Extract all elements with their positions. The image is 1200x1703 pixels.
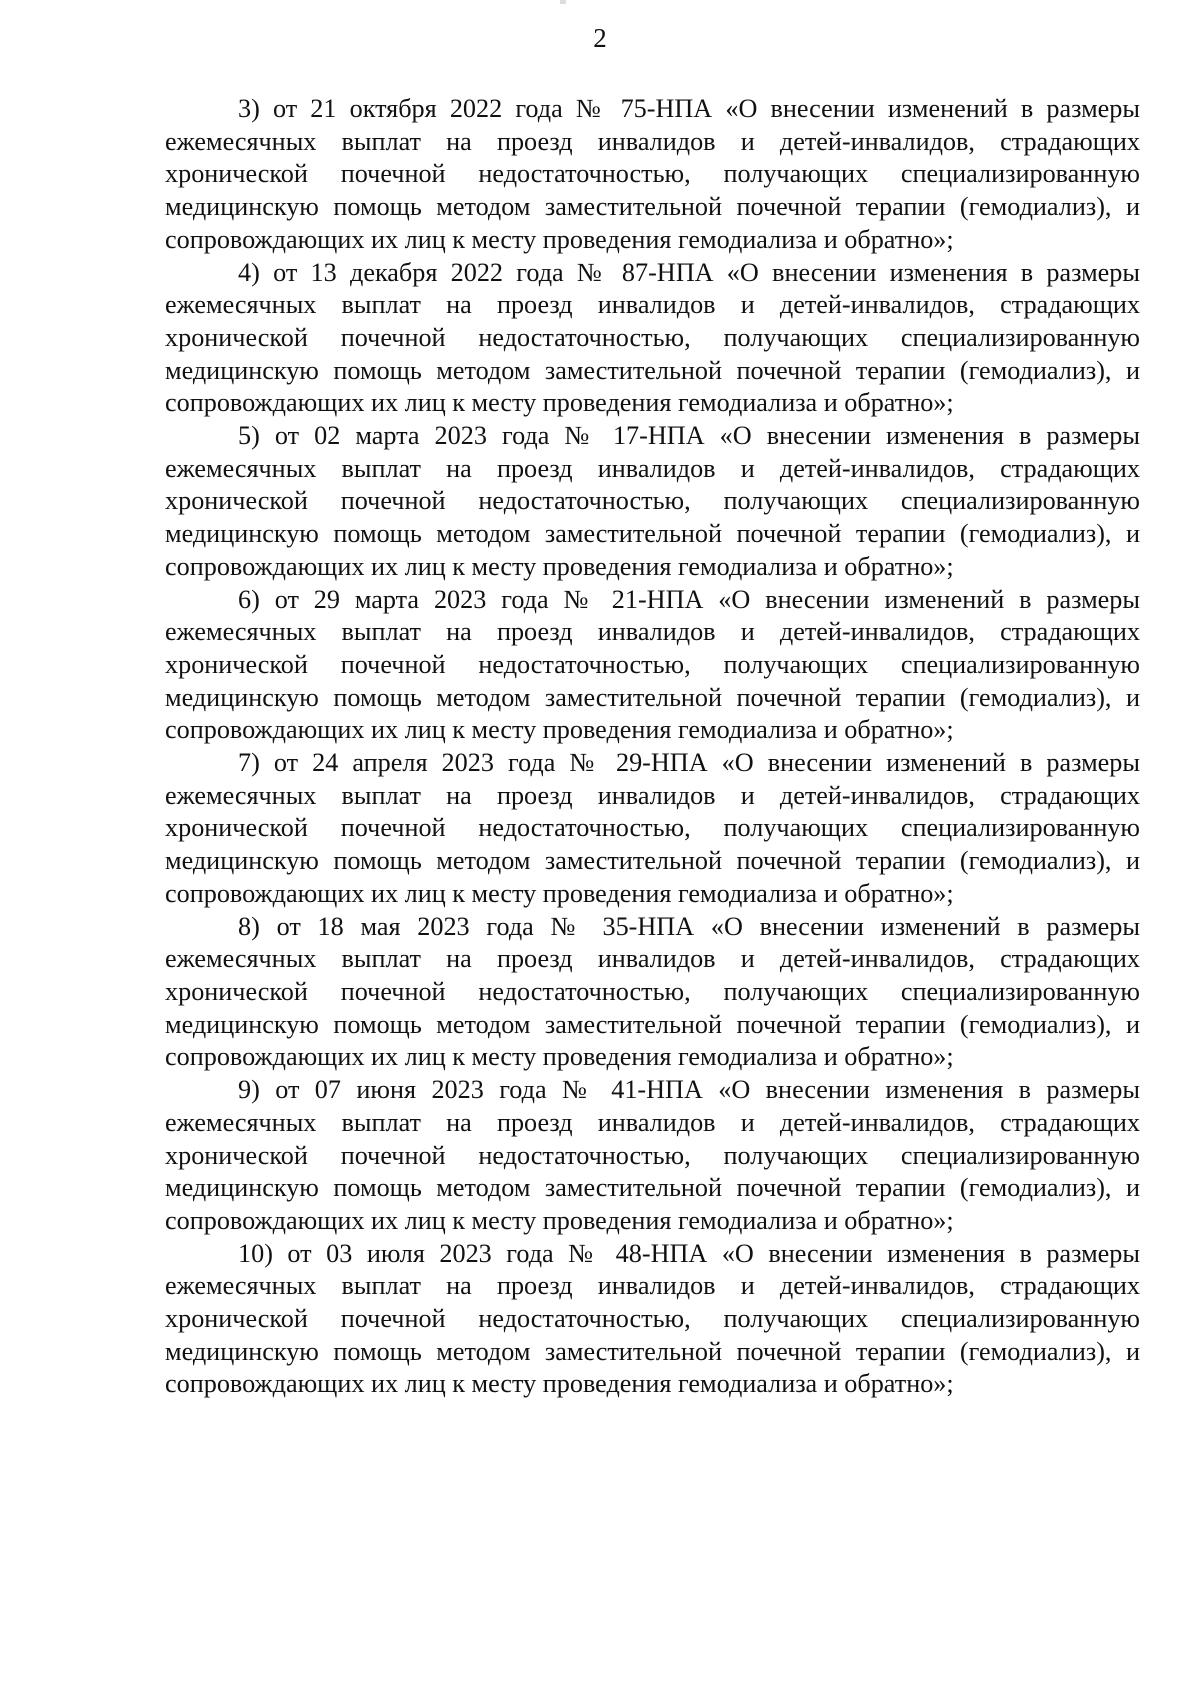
- list-item: 6) от 29 марта 2023 года № 21-НПА «О внесении изменений в размеры ежемесячных выплат на проезд инвалидов и детей-инвалидов, страдающих хронической почечной недостаточностью, получающих специализированную медицинскую помощь методом заместительной почечной терапии (гемодиализ), и сопровождающих их лиц к месту проведения гемодиализа и обратно»;: [165, 584, 1140, 745]
- scan-artifact: [560, 0, 566, 4]
- document-body: [165, 93, 1140, 1401]
- list-item: 5) от 02 марта 2023 года № 17-НПА «О внесении изменения в размеры ежемесячных выплат на проезд инвалидов и детей-инвалидов, страдающих хронической почечной недостаточностью, получающих специализированную медицинскую помощь методом заместительной почечной терапии (гемодиализ), и сопровождающих их лиц к месту проведения гемодиализа и обратно»;: [165, 421, 1140, 581]
- list-item: 9) от 07 июня 2023 года № 41-НПА «О внесении изменения в размеры ежемесячных выплат на проезд инвалидов и детей-инвалидов, страдающих хронической почечной недостаточностью, получающих специализированную медицинскую помощь методом заместительной почечной терапии (гемодиализ), и сопровождающих их лиц к месту проведения гемодиализа и обратно»;: [165, 1075, 1140, 1235]
- list-item: 7) от 24 апреля 2023 года № 29-НПА «О внесении изменений в размеры ежемесячных выплат на проезд инвалидов и детей-инвалидов, страдающих хронической почечной недостаточностью, получающих специализированную медицинскую помощь методом заместительной почечной терапии (гемодиализ), и сопровождающих их лиц к месту проведения гемодиализа и обратно»;: [165, 748, 1140, 908]
- list-item: 8) от 18 мая 2023 года № 35-НПА «О внесении изменений в размеры ежемесячных выплат на проезд инвалидов и детей-инвалидов, страдающих хронической почечной недостаточностью, получающих специализированную медицинскую помощь методом заместительной почечной терапии (гемодиализ), и сопровождающих их лиц к месту проведения гемодиализа и обратно»;: [165, 911, 1140, 1072]
- list-item: 4) от 13 декабря 2022 года № 87-НПА «О внесении изменения в размеры ежемесячных выплат на проезд инвалидов и детей-инвалидов, страдающих хронической почечной недостаточностью, получающих специализированную медицинскую помощь методом заместительной почечной терапии (гемодиализ), и сопровождающих их лиц к месту проведения гемодиализа и обратно»;: [165, 257, 1140, 418]
- page-number: 2: [593, 23, 607, 53]
- list-item: 10) от 03 июля 2023 года № 48-НПА «О внесении изменения в размеры ежемесячных выплат на проезд инвалидов и детей-инвалидов, страдающих хронической почечной недостаточностью, получающих специализированную медицинскую помощь методом заместительной почечной терапии (гемодиализ), и сопровождающих их лиц к месту проведения гемодиализа и обратно»;: [165, 1238, 1140, 1399]
- list-item: 3) от 21 октября 2022 года № 75-НПА «О внесении изменений в размеры ежемесячных выплат на проезд инвалидов и детей-инвалидов, страдающих хронической почечной недостаточностью, получающих специализированную медицинскую помощь методом заместительной почечной терапии (гемодиализ), и сопровождающих их лиц к месту проведения гемодиализа и обратно»;: [165, 94, 1140, 254]
